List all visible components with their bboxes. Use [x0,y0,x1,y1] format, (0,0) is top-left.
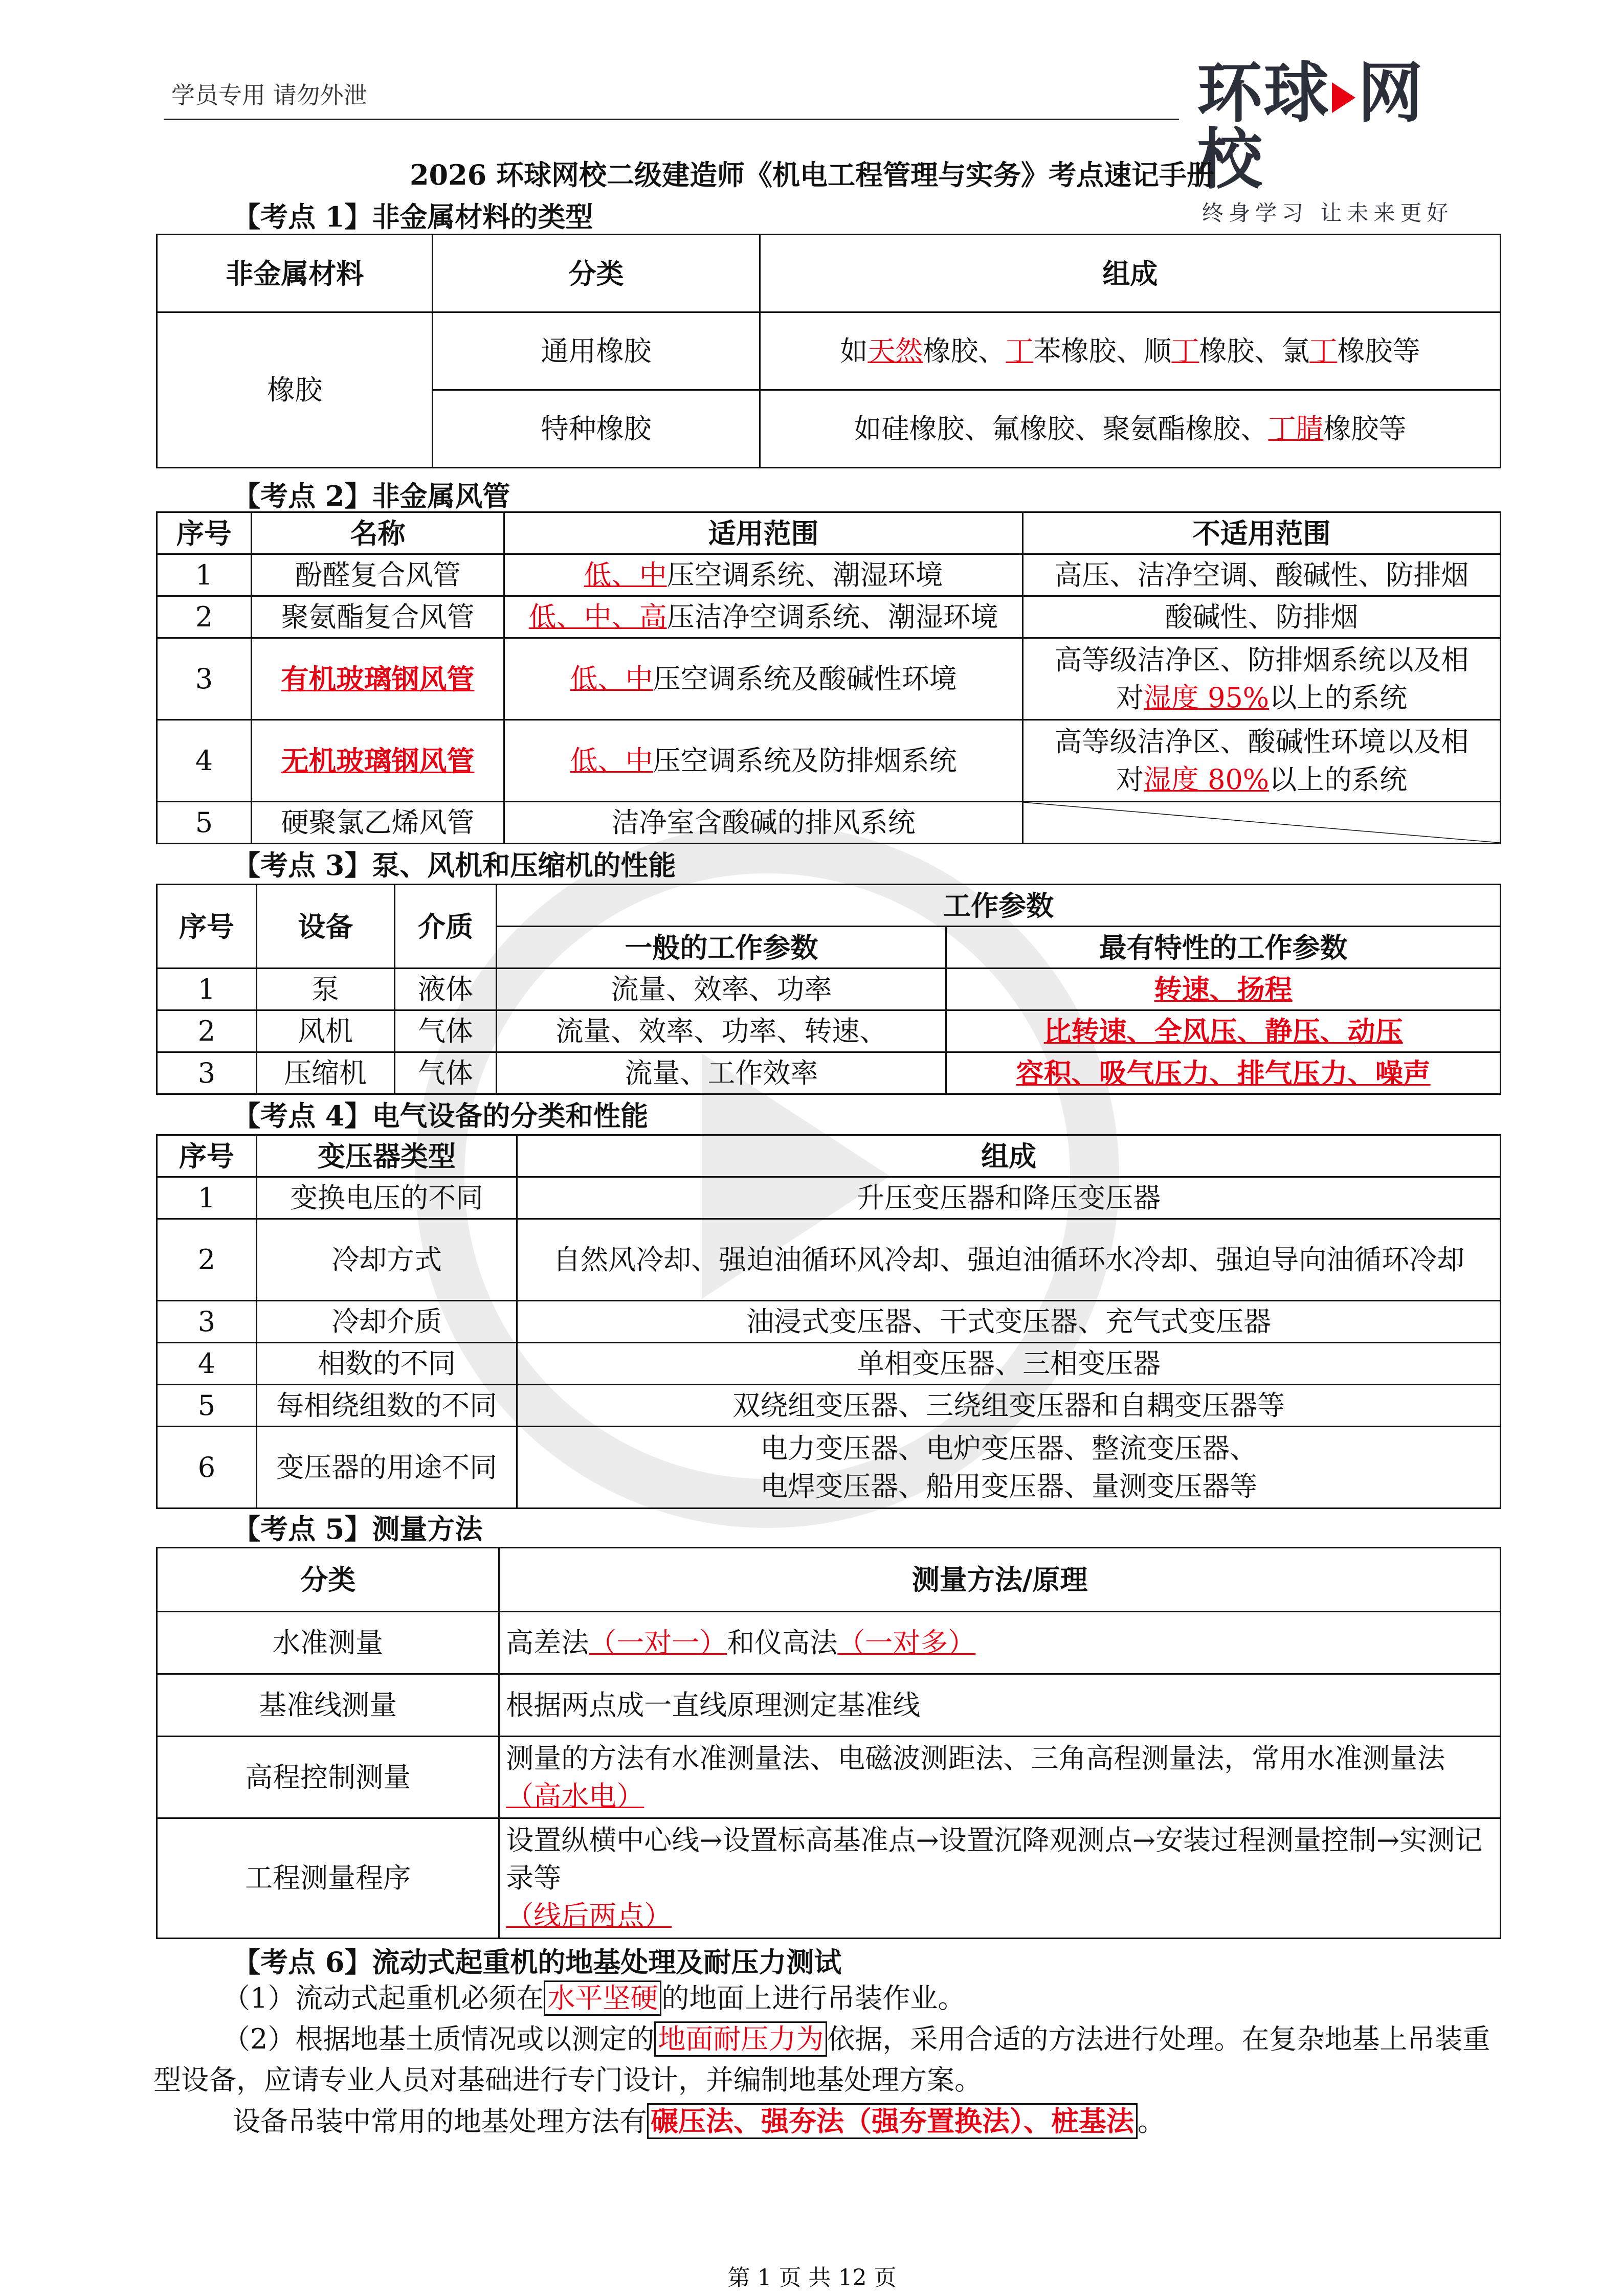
header-rule [164,119,1179,120]
document-title: 2026 环球网校二级建造师《机电工程管理与实务》考点速记手册 [409,159,1215,191]
table-row: 2 聚氨酯复合风管 低、中、高压洁净空调系统、潮湿环境 酸碱性、防排烟 [157,596,1501,638]
section-2-title: 【考点 2】非金属风管 [233,480,510,512]
section-3-table: 序号 设备 介质 工作参数 一般的工作参数 最有特性的工作参数 1 泵 液体 流量、效率、功率 转速、扬程 2 风机 气体 流量、效率、功率、转速、 比转速、全风压、静压、动压 3 压缩机 气体 流量、工作效率 容积、吸气压力、排气压力、噪声 [156,884,1501,1095]
table-row: 1 变换电压的不同 升压变压器和降压变压器 [157,1177,1501,1219]
table-row: 3 压缩机 气体 流量、工作效率 容积、吸气压力、排气压力、噪声 [157,1052,1501,1094]
table-row: 5 每相绕组数的不同 双绕组变压器、三绕组变压器和自耦变压器等 [157,1385,1501,1427]
table-row: 1 泵 液体 流量、效率、功率 转速、扬程 [157,969,1501,1010]
play-icon [1332,82,1355,113]
section-1-table: 非金属材料 分类 组成 橡胶 通用橡胶 如天然橡胶、丁苯橡胶、顺丁橡胶、氯丁橡胶等 特种橡胶 如硅橡胶、氟橡胶、聚氨酯橡胶、丁腈橡胶等 [156,234,1501,468]
header-note: 学员专用 请勿外泄 [171,81,367,109]
page-footer: 第 1 页 共 12 页 [727,2265,897,2291]
table-row: 1 酚醛复合风管 低、中压空调系统、潮湿环境 高压、洁净空调、酸碱性、防排烟 [157,554,1501,596]
table-row: 4 相数的不同 单相变压器、三相变压器 [157,1343,1501,1385]
table-row: 3 有机玻璃钢风管 低、中压空调系统及酸碱性环境 高等级洁净区、防排烟系统以及相 对湿度 95%以上的系统 [157,638,1501,720]
section-5-table: 分类 测量方法/原理 水准测量 高差法（一对一）和仪高法（一对多） 基准线测量 根据两点成一直线原理测定基准线 高程控制测量 测量的方法有水准测量法、电磁波测距法、三角高程测量法，常用水准测量法（高水电） 工程测量程序 设置纵横中心线→设置标高基准点→设置沉降观测点→安装过程测量控制→实测记录等 （线后两点） [156,1547,1501,1939]
table-row: 高程控制测量 测量的方法有水准测量法、电磁波测距法、三角高程测量法，常用水准测量法（高水电） [157,1737,1501,1818]
section-1-title: 【考点 1】非金属材料的类型 [233,200,593,233]
table-row: 基准线测量 根据两点成一直线原理测定基准线 [157,1674,1501,1737]
table-row: 水准测量 高差法（一对一）和仪高法（一对多） [157,1612,1501,1674]
table-row: 3 冷却介质 油浸式变压器、干式变压器、充气式变压器 [157,1301,1501,1343]
table-row: 6 变压器的用途不同 电力变压器、电炉变压器、整流变压器、 电焊变压器、船用变压器、量测变压器等 [157,1427,1501,1509]
paragraph-3: 设备吊装中常用的地基处理方法有 碾压法、强夯法（强夯置换法）、桩基法 。 [153,2101,1499,2142]
section-4-table: 序号 变压器类型 组成 1 变换电压的不同 升压变压器和降压变压器 2 冷却方式 自然风冷却、强迫油循环风冷却、强迫油循环水冷却、强迫导向油循环冷却 3 冷却介质 油浸式变压器、干式变压器、充气式变压器 4 相数的不同 单相变压器、三相变压器 5 每相绕组数的不同 双绕组变压器、三绕组变压器和自耦变压器等 6 变压器的用途不同 电力变压器、电炉变压器、整流变压器、 电焊变压器、船用变压器、量测变压器等 [156,1134,1501,1509]
table-row: 工程测量程序 设置纵横中心线→设置标高基准点→设置沉降观测点→安装过程测量控制→实测记录等 （线后两点） [157,1818,1501,1939]
paragraph-2: （2）根据地基土质情况或以测定的 地面耐压力为 依据，采用合适的方法进行处理。在复杂地基上吊装重型设备，应请专业人员对基础进行专门设计，并编制地基处理方案。 [153,2019,1499,2101]
section-3-title: 【考点 3】泵、风机和压缩机的性能 [233,849,676,882]
table-row: 5 硬聚氯乙烯风管 洁净室含酸碱的排风系统 [157,802,1501,844]
section-6-title: 【考点 6】流动式起重机的地基处理及耐压力测试 [233,1946,842,1978]
logo: 环球 网校 终身学习 让未来更好 [1197,55,1454,226]
table-row: 4 无机玻璃钢风管 低、中压空调系统及防排烟系统 高等级洁净区、酸碱性环境以及相 对湿度 80%以上的系统 [157,720,1501,802]
section-2-table: 序号 名称 适用范围 不适用范围 1 酚醛复合风管 低、中压空调系统、潮湿环境 高压、洁净空调、酸碱性、防排烟 2 聚氨酯复合风管 低、中、高压洁净空调系统、潮湿环境 酸碱性、防排烟 3 有机玻璃钢风管 低、中压空调系统及酸碱性环境 高等级洁净区、防排烟系统以及相 对湿度 95%以上的系统 4 无机玻璃钢风管 低、中压空调系统及防排烟系统 高等级洁净区、酸碱性环境以及相 对湿度 80%以上的系统 5 硬聚氯乙烯风管 洁净室含酸碱的排风系统 [156,511,1501,844]
diagonal-cell [1023,802,1501,844]
table-row: 2 冷却方式 自然风冷却、强迫油循环风冷却、强迫油循环水冷却、强迫导向油循环冷却 [157,1219,1501,1301]
section-4-title: 【考点 4】电气设备的分类和性能 [233,1099,649,1132]
section-5-title: 【考点 5】测量方法 [233,1513,483,1545]
table-row: 2 风机 气体 流量、效率、功率、转速、 比转速、全风压、静压、动压 [157,1010,1501,1052]
paragraph-1: （1）流动式起重机必须在 水平坚硬 的地面上进行吊装作业。 [153,1978,1499,2019]
